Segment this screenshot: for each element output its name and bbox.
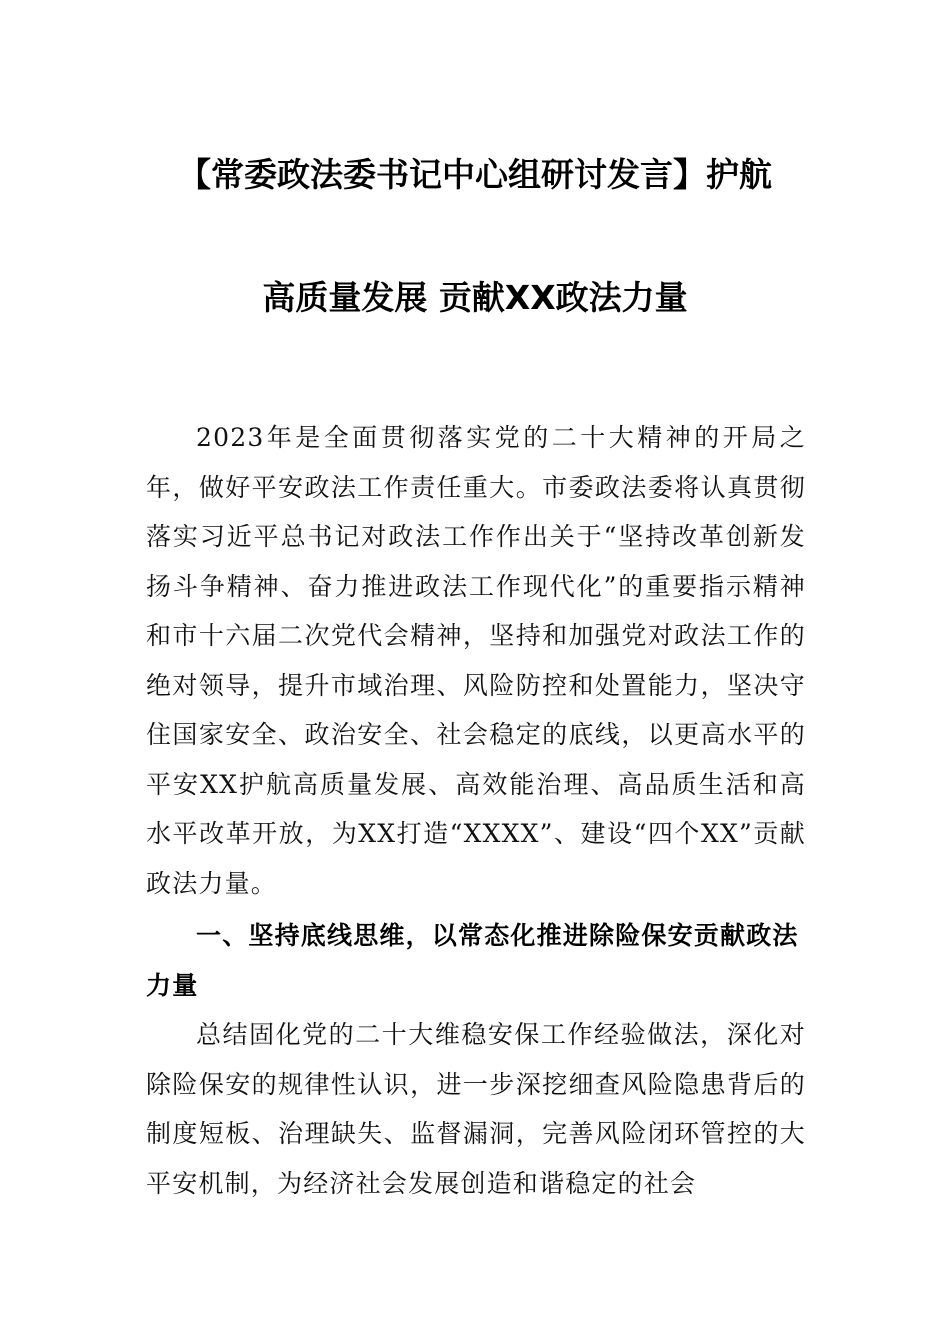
document-title-line-2: 高质量发展 贡献XX政法力量 — [262, 278, 688, 317]
body-paragraph-2: 总结固化党的二十大维稳安保工作经验做法，深化对除险保安的规律性认识，进一步深挖细查风险隐患背后的制度短板、治理缺失、监督漏洞，完善风险闭环管控的大平安机制，为经济社会发展创造和谐稳定的社会 — [146, 1020, 806, 1198]
document-title-line-1: 【常委政法委书记中心组研讨发言】护航 — [178, 155, 772, 194]
section-heading-1: 一、坚持底线思维，以常态化推进除险保安贡献政法力量 — [146, 921, 799, 1000]
body-paragraph-1: 2023年是全面贯彻落实党的二十大精神的开局之年，做好平安政法工作责任重大。市委政法委将认真贯彻落实习近平总书记对政法工作作出关于“坚持改革创新发扬斗争精神、奋力推进政法工作现代化”的重要指示精神和市十六届二次党代会精神，坚持和加强党对政法工作的绝对领导，提升市域治理、风险防控和处置能力，坚决守住国家安全、政治安全、社会稳定的底线，以更高水平的平安XX护航高质量发展、高效能治理、高品质生活和高水平改革开放，为XX打造“XXXX”、建设“四个XX”贡献政法力量。 — [146, 423, 806, 898]
